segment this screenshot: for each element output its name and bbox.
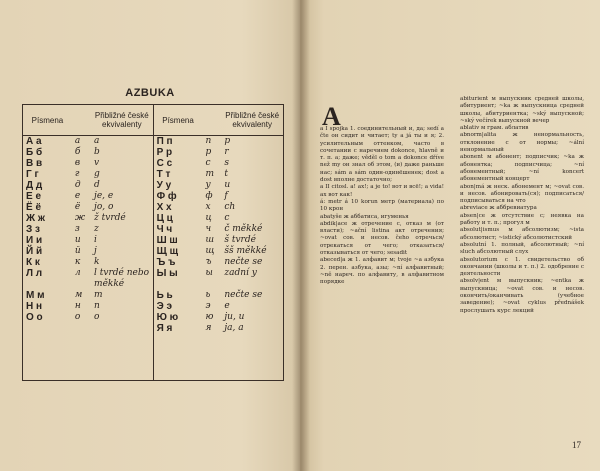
cyrillic-letter: Ё ё (23, 202, 72, 213)
cyrillic-italic: б (74, 147, 81, 157)
czech-equivalent: p (221, 136, 283, 148)
azbuka-row (23, 191, 284, 202)
cyrillic-italic: х (205, 202, 211, 212)
czech-equivalent: a (91, 136, 153, 148)
czech-equivalent: d (91, 180, 153, 191)
cyrillic-letter: Щ щ (156, 246, 178, 257)
cyrillic-italic: у (205, 180, 211, 190)
azbuka-row (23, 136, 284, 148)
cyrillic-italic: п (205, 136, 212, 146)
azbuka-row (23, 312, 284, 323)
cyrillic-italic: ь (205, 290, 211, 300)
czech-equivalent: šš měkké (221, 246, 283, 257)
czech-equivalent: g (91, 169, 153, 180)
czech-equivalent: n (91, 301, 153, 312)
azbuka-row (23, 257, 284, 268)
dictionary-entry: abatyše ж аббатиса, игуменья (320, 213, 409, 220)
czech-equivalent: c (221, 213, 283, 224)
azbuka-title: AZBUKA (125, 87, 175, 99)
czech-equivalent: f (221, 191, 283, 202)
azbuka-table (22, 104, 284, 381)
czech-equivalent: z (91, 224, 153, 235)
czech-equivalent: ch (221, 202, 283, 213)
page-number: 17 (572, 440, 581, 450)
czech-equivalent: k (91, 257, 153, 268)
cyrillic-letter: А а (23, 136, 72, 148)
dictionary-entry: a I spojka 1. соединительный и, да; sedí a čte он сидит и читает; ty a já ты и я; 2. усилительным оттенком, часто в сочетании с наречием dokonce, hlavně и т. п. а; даже; věděl o tom a dokonce dříve než my он знал об этом, (и) даже раньше нас; sám a sám один-одинёшенек; dost a dost вполне достаточно; (320, 126, 444, 184)
cyrillic-italic: ч (205, 224, 212, 234)
cyrillic-italic: к (74, 257, 81, 267)
cyrillic-letter: П п (156, 136, 173, 147)
dictionary-entry: abonent м абонент; подписчик; ~ka ж абонентка; подписчица; ~ní абонементный; ~ní koncert абонементный концерт (460, 154, 584, 183)
azbuka-row (23, 246, 284, 257)
cyrillic-letter: Я я (153, 323, 202, 381)
azbuka-row (23, 213, 284, 224)
cyrillic-letter: Н н (23, 301, 72, 312)
cyrillic-italic: в (74, 158, 81, 168)
dictionary-entry: absolutní 1. полный, абсолютный; ~ní sluch абсолютный слух (460, 241, 584, 256)
czech-equivalent: l tvrdé nebo měkké (91, 268, 153, 290)
dictionary-entry: abon|má ж неск. абонемент м; ~ovat сов. и несов. абонировать(ся); подписаться/подписываться на что (460, 183, 584, 205)
cyrillic-italic: з (74, 224, 80, 234)
cyrillic-letter: Т т (156, 169, 171, 180)
czech-equivalent: je, e (91, 191, 153, 202)
azbuka-row (23, 158, 284, 169)
azbuka-row (23, 224, 284, 235)
cyrillic-italic: р (205, 147, 212, 157)
czech-equivalent: o (91, 312, 153, 323)
czech-equivalent: j (91, 246, 153, 257)
czech-equivalent: r (221, 147, 283, 158)
cyrillic-italic: е (74, 191, 81, 201)
cyrillic-letter: Ч ч (156, 224, 173, 235)
czech-equivalent: i (91, 235, 153, 246)
azbuka-row (23, 147, 284, 158)
azbuka-row (23, 268, 284, 290)
czech-equivalent: v (91, 158, 153, 169)
cyrillic-italic: ъ (205, 257, 212, 267)
dictionary-entry: abdik|ace ж отречение с, отказ м (от власти); ~ační listina акт отречения; ~ovat сов. и несов. čeho отречься/отрекаться от чего; отказаться/отказываться от чего; sesadit (320, 220, 444, 257)
czech-equivalent: m (91, 290, 153, 301)
cyrillic-letter: Э э (156, 301, 173, 312)
cyrillic-italic: ж (74, 213, 86, 223)
cyrillic-letter: З з (23, 224, 72, 235)
azbuka-row (23, 290, 284, 301)
czech-equivalent: u (221, 180, 283, 191)
dictionary-column-1 (320, 126, 444, 287)
cyrillic-letter: Ф ф (156, 191, 177, 202)
dictionary-column-2 (460, 96, 584, 315)
cyrillic-letter: Ъ ъ (156, 257, 176, 268)
cyrillic-italic: ю (205, 312, 214, 322)
cyrillic-letter: Л л (23, 268, 72, 290)
cyrillic-italic: о (74, 312, 81, 322)
cyrillic-letter: Б б (23, 147, 72, 158)
cyrillic-italic: ы (205, 268, 213, 278)
cyrillic-italic: а (74, 136, 81, 146)
header-ekvivalenty-1: Přibližné české ekvivalenty (91, 105, 153, 136)
cyrillic-letter: Й й (23, 246, 72, 257)
dictionary-entry: a II citosl. а! ах!; a je to! вот и всё!; a vida! ах вот как! (320, 184, 444, 198)
czech-equivalent: ja, a (221, 323, 283, 381)
header-pismena-2: Písmena (153, 105, 202, 136)
czech-equivalent: jo, o (91, 202, 153, 213)
czech-equivalent: zadní y (221, 268, 283, 290)
cyrillic-letter: В в (23, 158, 72, 169)
book-gutter (292, 0, 310, 471)
cyrillic-italic: й (74, 246, 81, 256)
dictionary-entry: absolv|ent м выпускник; ~entka ж выпускница; ~ovat сов. и несов. окончить/оканчивать (учебное заведение); ~ovat cyklus přednášek прослушать курс лекций (460, 278, 584, 314)
cyrillic-letter: Р р (156, 147, 173, 158)
cyrillic-letter: Х х (156, 202, 172, 213)
cyrillic-italic (72, 323, 91, 381)
dictionary-entry: abiturient м выпускник средней школы, абитуриент; ~ka ж выпускница средней школы, абитуриентка; ~ský выпускной; ~ský večírek выпускной вечер (460, 96, 584, 124)
czech-equivalent: b (91, 147, 153, 158)
cyrillic-letter: О о (23, 312, 72, 323)
cyrillic-italic: л (74, 268, 81, 278)
czech-equivalent: nečte se (221, 290, 283, 301)
dictionary-entry: absen|ce ж отсутствие с; неявка на работу и т. п.; прогул м (460, 212, 584, 227)
azbuka-row (23, 169, 284, 180)
czech-equivalent: nečte se (221, 257, 283, 268)
azbuka-row (23, 301, 284, 312)
cyrillic-italic: ё (74, 202, 81, 212)
cyrillic-italic: г (74, 169, 80, 179)
cyrillic-letter: Ь ь (156, 290, 173, 301)
czech-equivalent: š tvrdé (221, 235, 283, 246)
section-letter: A (322, 102, 341, 131)
azbuka-row (23, 235, 284, 246)
czech-equivalent: t (221, 169, 283, 180)
czech-equivalent: č měkké (221, 224, 283, 235)
right-page (300, 0, 600, 471)
dictionary-entry: abeced|a ж 1. алфавит м; tvoje ~a азбука 2. перен. азбука, азы; ~ní алфавитный; ~ně нареч. по алфавиту, в алфавитном порядке (320, 257, 444, 286)
czech-equivalent: ž tvrdé (91, 213, 153, 224)
cyrillic-letter: Ш ш (156, 235, 178, 246)
cyrillic-italic: м (74, 290, 83, 300)
cyrillic-letter: И и (23, 235, 72, 246)
dictionary-entry: abnorm|alita ж ненормальность, отклонение с от нормы; ~ální ненормальный (460, 132, 584, 154)
cyrillic-italic: щ (205, 246, 215, 256)
cyrillic-italic: э (205, 301, 211, 311)
czech-equivalent (91, 323, 153, 381)
header-pismena-1: Písmena (23, 105, 72, 136)
cyrillic-letter (23, 323, 72, 381)
cyrillic-letter: У у (156, 180, 172, 191)
cyrillic-letter: Ц ц (156, 213, 173, 224)
cyrillic-italic: с (205, 158, 211, 168)
czech-equivalent: e (221, 301, 283, 312)
azbuka-row (23, 180, 284, 191)
dictionary-entry: absolutorium с 1. свидетельство об окончании (школы и т. п.) 2. одобрение с деятельности (460, 256, 584, 278)
cyrillic-italic: н (74, 301, 81, 311)
azbuka-row (23, 202, 284, 213)
czech-equivalent: s (221, 158, 283, 169)
cyrillic-letter: С с (156, 158, 173, 169)
cyrillic-letter: К к (23, 257, 72, 268)
cyrillic-italic: т (205, 169, 214, 179)
cyrillic-italic: и (74, 235, 81, 245)
dictionary-entry: ablativ м грам. аблатив (460, 125, 529, 132)
cyrillic-letter: Ю ю (156, 312, 179, 323)
dictionary-entry: absolut|ismus м абсолютизм; ~ista абсолютист; ~istický абсолютистский (460, 227, 584, 241)
czech-equivalent: ju, u (221, 312, 283, 323)
header-ekvivalenty-2: Přibližné české ekvivalenty (221, 105, 283, 136)
dictionary-entry: á: metr á 10 korun метр (материала) по 10 крон (320, 198, 444, 213)
cyrillic-letter: Е е (23, 191, 72, 202)
cyrillic-italic: ф (205, 191, 213, 201)
dictionary-entry: abreviace ж аббревиатура (460, 205, 537, 212)
cyrillic-italic: д (74, 180, 81, 190)
cyrillic-letter: Г г (23, 169, 72, 180)
cyrillic-letter: Ы ы (156, 268, 178, 279)
cyrillic-italic: я (202, 323, 221, 381)
cyrillic-letter: М м (23, 290, 72, 301)
cyrillic-letter: Д д (23, 180, 72, 191)
azbuka-row (23, 323, 284, 381)
cyrillic-italic: ш (205, 235, 214, 245)
cyrillic-italic: ц (205, 213, 212, 223)
cyrillic-letter: Ж ж (23, 213, 72, 224)
